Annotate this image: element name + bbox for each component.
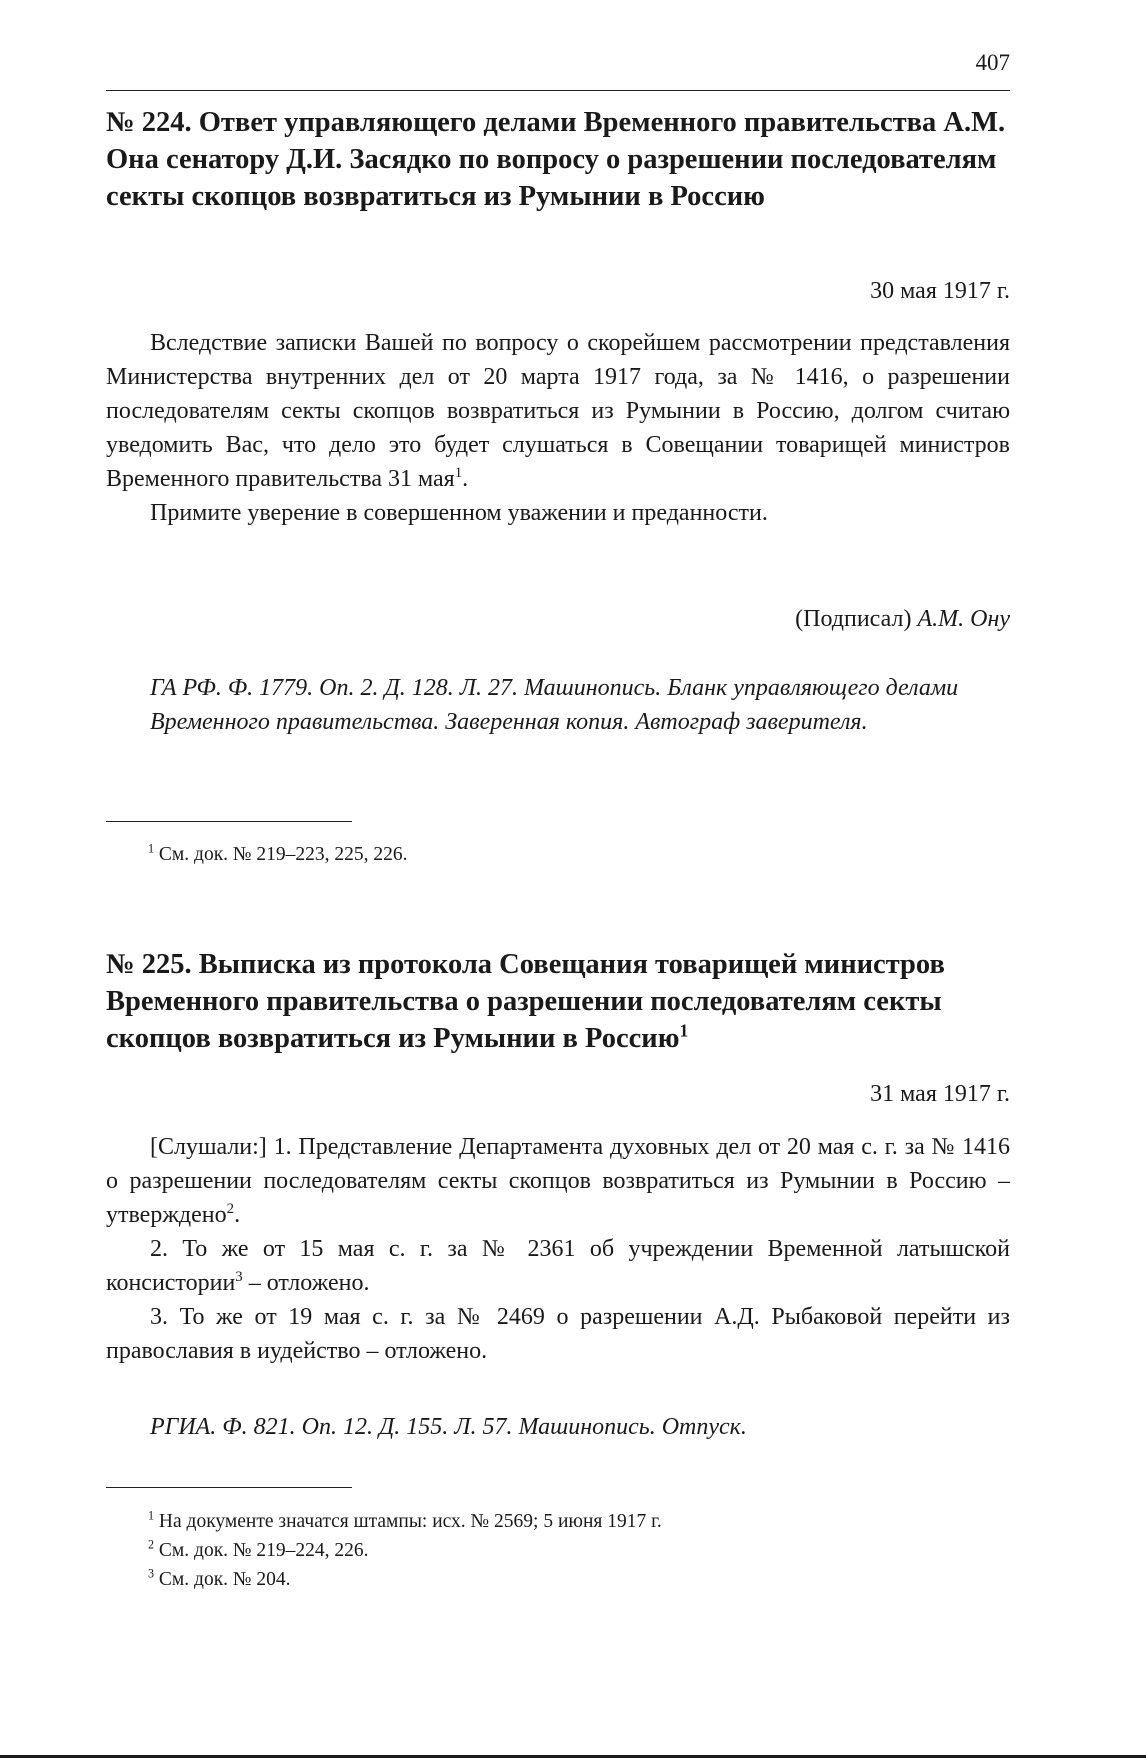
doc-224-footnotes xyxy=(148,840,1008,869)
footnote-ref: 1 xyxy=(679,1020,689,1041)
footnote-rule xyxy=(106,821,352,822)
header-rule xyxy=(106,90,1010,91)
page-number: 407 xyxy=(975,50,1010,75)
doc-224-paragraph: Примите уверение в совершенном уважении и преданности. xyxy=(150,500,768,526)
doc-224-body xyxy=(106,326,1010,530)
doc-225-footnotes xyxy=(148,1507,1008,1594)
doc-225-item: [Слушали:] 1. Представление Департамента духовных дел от 20 мая с. г. за № 1416 о разрешении последователям секты скопцов возвратиться из Румынии в Россию – утверждено$^2$. xyxy=(106,1134,1010,1228)
signature-name: А.М. Ону xyxy=(917,606,1010,632)
doc-224-paragraph: Вследствие записки Вашей по вопросу о скорейшем рассмотрении представления Министерства внутренних дел от 20 марта 1917 года, за № 1416, о разрешении последователям секты скопцов возвратиться из Румынии в Россию, долгом считаю уведомить Вас, что дело это будет слушаться в Совещании товарищей министров Временного правительства 31 мая$^1$. xyxy=(106,330,1010,492)
doc-225-body xyxy=(106,1130,1010,1368)
doc-224-date: 30 мая 1917 г. xyxy=(870,278,1010,304)
footnote: $^1$ См. док. № 219–223, 225, 226. xyxy=(148,841,408,865)
doc-225-item: 3. То же от 19 мая с. г. за № 2469 о разрешении А.Д. Рыбаковой перейти из православия в иудейство – отложено. xyxy=(106,1304,1010,1364)
footnote-rule xyxy=(106,1487,352,1488)
signature-prefix: (Подписал) xyxy=(795,606,912,632)
footnote: $^1$ На документе значатся штампы: исх. № 2569; 5 июня 1917 г. xyxy=(148,1508,662,1532)
footnote: $^2$ См. док. № 219–224, 226. xyxy=(148,1537,369,1561)
footnote-ref: 3 xyxy=(235,1269,243,1285)
doc-224-archive-reference: ГА РФ. Ф. 1779. Оп. 2. Д. 128. Л. 27. Машинопись. Бланк управляющего делами Временного правительства. Заверенная копия. Автограф заверителя. xyxy=(150,675,959,735)
doc-225-date: 31 мая 1917 г. xyxy=(870,1081,1010,1107)
doc-225-archive-reference: РГИА. Ф. 821. Оп. 12. Д. 155. Л. 57. Машинопись. Отпуск. xyxy=(150,1414,747,1440)
doc-225-item: 2. То же от 15 мая с. г. за № 2361 об учреждении Временной латышской консистории$^3$ – отложено. xyxy=(106,1236,1010,1296)
footnote: $^3$ См. док. № 204. xyxy=(148,1566,291,1590)
footnote-ref: 2 xyxy=(226,1201,235,1217)
doc-224-signature xyxy=(106,606,1010,633)
doc-225-title: № 225. Выписка из протокола Совещания товарищей министров Временного правительства о разрешении последователям секты скопцов возвратиться из Румынии в Россию$^1$ xyxy=(106,949,945,1054)
doc-224-title: № 224. Ответ управляющего делами Временного правительства А.М. Она сенатору Д.И. Засядко по вопросу о разрешении последователям секты скопцов возвратиться из Румынии в Россию xyxy=(106,107,1006,212)
footnote-ref: 1 xyxy=(454,465,463,481)
